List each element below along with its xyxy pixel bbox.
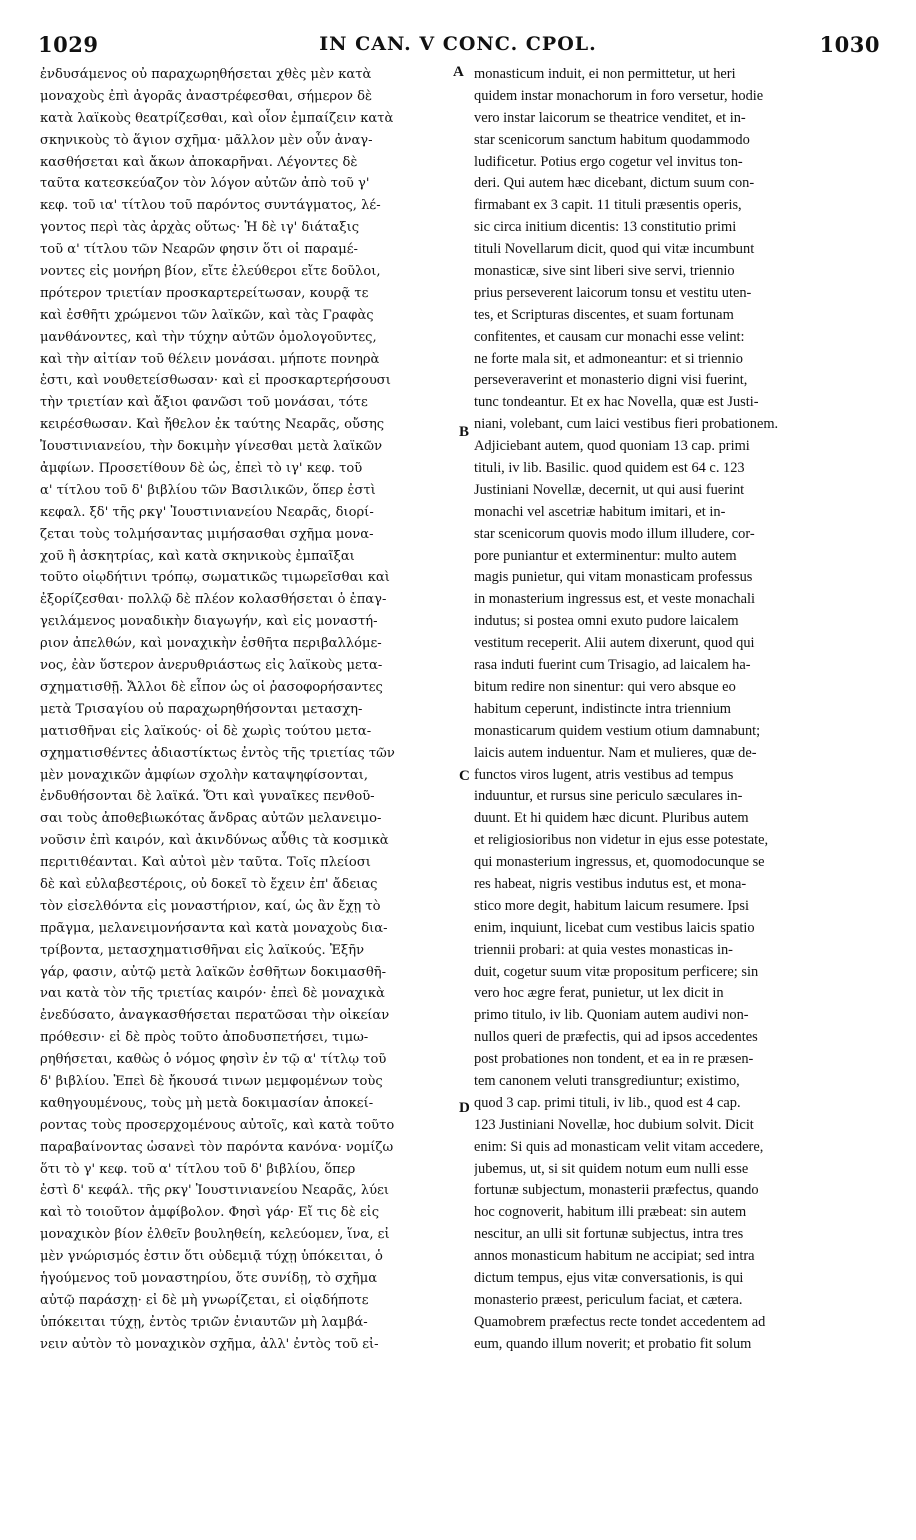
text-line: νοῦσιν ἐπὶ καιρόν, καὶ ἀκινδύνως αὖθις τὰ κοσμικὰ — [40, 833, 389, 849]
text-line: νος, ἐὰν ὕστερον ἀνερυθριάστως εἰς λαϊκοὺς μετα- — [40, 658, 383, 674]
text-line: ἐνδυθήσονται δὲ λαϊκά. Ὅτι καὶ γυναῖκες πενθοῦ- — [40, 789, 375, 805]
section-marker-a: A — [453, 64, 464, 80]
text-line: ἐστὶ δ' κεφάλ. τῆς ρκγ' Ἰουστινιανείου Νεαρᾶς, λύει — [40, 1183, 390, 1199]
text-line: χοῦ ἢ ἀσκητρίας, καὶ κατὰ σκηνικοὺς ἐμπαῖξαι — [40, 548, 355, 564]
text-line: eum, quando illum noverit; et probatio fit solum — [474, 1335, 752, 1352]
text-line: fortunæ subjectum, monasterii præfectus, quando — [474, 1182, 759, 1199]
text-line: habitum ceperunt, indistincte intra triennium — [474, 700, 731, 717]
text-line: τοῦ α' τίτλου τῶν Νεαρῶν φησιν ὅτι οἱ παραμέ- — [40, 242, 358, 258]
text-line: bitum redire non sinentur: qui vero absque eo — [474, 678, 736, 695]
text-line: πρᾶγμα, μελανειμονήσαντα καὶ κατὰ μοναχοὺς δια- — [40, 920, 388, 936]
text-line: quidem instar monachorum in foro versetur, hodie — [474, 87, 764, 104]
section-marker-b: B — [459, 424, 470, 440]
text-line: hoc cognoverit, habitum illi præbeat: sin autem — [474, 1204, 747, 1221]
text-line: περιτιθέανται. Καὶ αὐτοὶ μὲν ταῦτα. Τοῖς πλείοσι — [40, 855, 371, 871]
page-number-right: 1030 — [819, 32, 880, 57]
section-marker-d: D — [459, 1100, 470, 1116]
text-line: rasa induti fuerint cum Trisagio, ad laicalem ha- — [474, 657, 751, 674]
text-line: induuntur, et rursus sine periculo sæculares in- — [474, 788, 743, 805]
running-title: IN CAN. V CONC. CPOL. — [319, 33, 597, 55]
text-line: nescitur, an ulli sit fortunæ subjectus, intra tres — [474, 1226, 744, 1243]
text-line: stico more degit, habitum laicum resumere. Ipsi — [474, 897, 749, 914]
text-line: ἡγούμενος τοῦ μοναστηρίου, ὅτε συνίδῃ, τὸ σχῆμα — [40, 1270, 378, 1286]
text-line: γάρ, φασιν, αὐτῷ μετὰ λαϊκῶν ἐσθῆτων δοκιμασθῆ- — [40, 964, 386, 980]
text-line: ἐστι, καὶ νουθετείσθωσαν· καὶ εἰ προσκαρτερήσουσι — [40, 373, 391, 389]
text-line: duunt. Et hi quidem hæc dicunt. Pluribus autem — [474, 810, 749, 827]
text-line: μετὰ Τρισαγίου οὐ παραχωρηθήσονται μετασχη- — [40, 701, 363, 717]
text-line: κατὰ λαϊκοὺς θεατρίζεσθαι, καὶ οἷον ἐμπαίζειν κατὰ — [40, 110, 394, 126]
text-line: et religiosioribus non videtur in ejus esse potestate, — [474, 832, 769, 849]
text-line: confitentes, et causam cur monachi esse velint: — [474, 328, 745, 345]
text-line: καὶ τὴν αἰτίαν τοῦ θέλειν μονάσαι. μήποτε πονηρὰ — [40, 351, 380, 367]
text-line: monasticarum quidem vestium otium damnabunt; — [474, 722, 761, 739]
text-line: sic circa initium dicentis: 13 constitutio primi — [474, 219, 737, 236]
text-line: dictum tempus, ejus vitæ conversationis, is qui — [474, 1269, 744, 1286]
text-line: quod 3 cap. primi tituli, iv lib., quod est 4 cap. — [474, 1094, 741, 1111]
text-line: παραβαίνοντας ὡσανεὶ τὸν παρόντα κανόνα· νομίζω — [40, 1139, 394, 1155]
text-line: καὶ τὸ τοιοῦτον ἀμφίβολον. Φησὶ γάρ· Εἴ τις δὲ εἰς — [40, 1205, 380, 1221]
text-line: monasticum induit, ei non permittetur, ut heri — [474, 66, 736, 82]
text-line: γειλάμενος μοναδικὴν διαγωγήν, καὶ εἰς μοναστή- — [40, 614, 378, 630]
text-line: κεφαλ. ξδ' τῆς ρκγ' Ἰουστινιανείου Νεαρᾶς, διορί- — [40, 504, 374, 520]
text-line: Ἰουστινιανείου, τὴν δοκιμὴν γίνεσθαι μετὰ λαϊκῶν — [40, 439, 383, 455]
text-line: monasticæ, sive sint liberi sive servi, triennio — [474, 263, 735, 280]
text-line: ματισθῆναι εἰς λαϊκούς· οἱ δὲ χωρὶς τούτου μετα- — [40, 723, 372, 739]
text-line: νειν αὐτὸν τὸ μοναχικὸν σχῆμα, ἀλλ' ἐντὸς τοῦ εἰ- — [40, 1336, 379, 1352]
text-line: ριον ἀπελθών, καὶ μοναχικὴν ἐσθῆτα περιβαλλόμε- — [40, 636, 382, 652]
text-line: Quamobrem præfectus recte tondet accedentem ad — [474, 1313, 766, 1330]
text-line: γοντος περὶ τὰς ἀρχὰς οὕτως· Ἡ δὲ ιγ' διάταξις — [40, 220, 360, 236]
text-line: star scenicorum sanctum habitum quodammodo — [474, 131, 750, 148]
text-line: κασθήσεται καὶ ἄκων ἀποκαρῆναι. Λέγοντες δὲ — [40, 154, 358, 170]
text-line: tem canonem veluti transgrediuntur; existimo, — [474, 1072, 740, 1089]
text-line: σχηματισθῇ. Ἄλλοι δὲ εἶπον ὡς οἱ ῥασοφορήσαντες — [40, 679, 383, 695]
text-line: ἐξορίζεσθαι· πολλῷ δὲ πλέον κολασθήσεται ὁ ἐπαγ- — [40, 592, 387, 608]
text-line: prius perseverent laicorum tonsu et vestitu uten- — [474, 284, 752, 301]
text-line: 123 Justiniani Novellæ, hoc dubium solvit. Dicit — [474, 1116, 754, 1133]
text-line: ταῦτα κατεσκεύαζον τὸν λόγον αὐτῶν ἀπὸ τοῦ γ' — [40, 176, 370, 192]
text-line: Justiniani Novellæ, decernit, ut qui ausi fuerint — [474, 481, 745, 498]
text-line: σχηματισθέντες ἀδιαστίκτως ἐντὸς τῆς τριετίας τῶν — [40, 745, 395, 761]
text-line: vestitum receperit. Alii autem dixerunt, quod qui — [474, 635, 755, 652]
text-line: primo titulo, iv lib. Quoniam autem audivi non- — [474, 1007, 749, 1024]
text-line: ὑπόκειται τύχῃ, ἐντὸς τριῶν ἐνιαυτῶν μὴ λαμβά- — [40, 1314, 368, 1330]
text-line: ἐνδυσάμενος οὐ παραχωρηθήσεται χθὲς μὲν κατὰ — [40, 67, 372, 82]
text-line: ἀμφίων. Προσετίθουν δὲ ὡς, ἐπεὶ τὸ ιγ' κεφ. τοῦ — [40, 461, 363, 477]
text-line: μοναχοὺς ἐπὶ ἀγορᾶς ἀναστρέφεσθαι, σήμερον δὲ — [40, 88, 373, 104]
text-line: perseveraverint et monasterio digni visi fuerint, — [474, 372, 748, 389]
text-line: δ' βιβλίου. Ἐπεὶ δὲ ἤκουσά τινων μεμφομένων τοὺς — [40, 1073, 383, 1089]
text-line: μὲν μοναχικῶν ἀμφίων σχολὴν καταψηφίσονται, — [40, 767, 369, 783]
text-line: laicis autem induentur. Nam et mulieres, quæ de- — [474, 744, 757, 761]
text-line: magis punietur, qui vitam monasticam professus — [474, 569, 753, 586]
text-line: in monasterium ingressus est, et veste monachali — [474, 591, 755, 608]
text-line: pore puniantur et exterminentur: multo autem — [474, 547, 737, 564]
text-line: post probationes non tondent, et ea in re præsen- — [474, 1051, 754, 1068]
text-line: triennii probari: at quia vestes monasticas in- — [474, 941, 733, 958]
text-line: functos viros lugent, atris vestibus ad tempus — [474, 766, 734, 783]
text-line: deri. Qui autem hæc dicebant, dictum suum con- — [474, 175, 755, 192]
text-line: μανθάνοντες, καὶ τὴν τύχην αὐτῶν ὁμολογοῦντες, — [40, 329, 377, 345]
text-line: τρίβοντα, μετασχηματισθῆναι εἰς λαϊκούς. Ἐξῆν — [40, 942, 365, 958]
text-line: μοναχικὸν βίον ἐλθεῖν βουληθείη, κελεύομεν, ἵνα, εἰ — [40, 1227, 390, 1243]
text-line: tunc tondeantur. Et ex hac Novella, quæ est Justi- — [474, 394, 759, 411]
section-marker-c: C — [459, 768, 470, 784]
text-line: κεφ. τοῦ ια' τίτλου τοῦ παρόντος συντάγματος, λέ- — [40, 198, 381, 214]
text-line: ne forte mala sit, et admoneantur: et si triennio — [474, 350, 743, 367]
page-number-left: 1029 — [38, 32, 99, 57]
text-line: κειρέσθωσαν. Καὶ ἤθελον ἐκ ταύτης Νεαρᾶς, οὔσης — [40, 417, 385, 433]
text-line: πρότερον τριετίαν προσκαρτερείτωσαν, κουρᾷ τε — [40, 285, 369, 301]
text-line: vero instar laicorum se theatrice venditet, et in- — [474, 109, 746, 126]
text-line: tituli Novellarum dicit, quod qui vitæ incumbunt — [474, 241, 755, 258]
text-line: niani, volebant, cum laici vestibus fieri probationem. — [474, 416, 779, 433]
text-line: vero hoc ægre ferat, punietur, ut lex dicit in — [474, 985, 724, 1002]
text-line: ναι κατὰ τὸν τῆς τριετίας καιρόν· ἐπεὶ δὲ μοναχικὰ — [40, 986, 385, 1002]
text-line: ζεται τοὺς τολμήσαντας μιμήσασθαι σχῆμα μονα- — [40, 526, 374, 542]
text-line: enim, inquiunt, licebat cum vestibus laicis spatio — [474, 919, 755, 936]
text-line: νοντες εἰς μονήρη βίον, εἴτε ἐλεύθεροι εἴτε δοῦλοι, — [40, 264, 381, 280]
text-line: σαι τοὺς ἀποθεβιωκότας ἄνδρας αὐτῶν μελανειμο- — [40, 811, 382, 827]
text-line: μὲν γνώρισμός ἐστιν ὅτι οὐδεμιᾷ τύχῃ ὑπόκειται, ὁ — [40, 1249, 383, 1265]
text-line: star scenicorum quovis modo illum illudere, cor- — [474, 525, 755, 542]
text-line: ρηθήσεται, καθὼς ὁ νόμος φησὶν ἐν τῷ α' τίτλῳ τοῦ — [40, 1052, 387, 1068]
latin-column — [474, 64, 886, 1504]
text-line: tituli, iv lib. Basilic. quod quidem est 64 c. 123 — [474, 460, 745, 477]
text-line: α' τίτλου τοῦ δ' βιβλίου τῶν Βασιλικῶν, ὅπερ ἐστὶ — [40, 482, 376, 498]
text-line: tes, et Scripturas discentes, et suam fortunam — [474, 306, 734, 323]
text-line: res habeat, nigris vestibus indutus est, et mona- — [474, 875, 747, 892]
text-line: τὴν τριετίαν καὶ ἄξιοι φανῶσι τοῦ μονάσαι, τότε — [40, 395, 368, 411]
text-line: ὅτι τὸ γ' κεφ. τοῦ α' τίτλου τοῦ δ' βιβλίου, ὅπερ — [40, 1161, 356, 1177]
text-line: πρόθεσιν· εἰ δὲ πρὸς τοῦτο ἀποδυσπετήσει, τιμω- — [40, 1030, 369, 1046]
page-header — [0, 26, 916, 60]
text-line: καὶ ἐσθῆτι χρώμενοι τῶν λαϊκῶν, καὶ τὰς Γραφὰς — [40, 307, 374, 323]
text-line: nullos queri de præfectis, qui ad ipsos accedentes — [474, 1029, 758, 1046]
text-line: αὐτῷ παράσχῃ· εἰ δὲ μὴ γνωρίζεται, εἰ οἱᾳδήποτε — [40, 1292, 369, 1308]
text-line: σκηνικοὺς τὸ ἅγιον σχῆμα· μᾶλλον μὲν οὖν ἀναγ- — [40, 132, 373, 148]
text-line: τὸν εἰσελθόντα εἰς μοναστήριον, καί, ὡς ἂν ἔχῃ τὸ — [40, 898, 381, 914]
text-line: ροντας τοὺς προσερχομένους αὐτοῖς, καὶ κατὰ τοῦτο — [40, 1117, 395, 1133]
text-line: annos monasticum habitum ne accipiat; sed intra — [474, 1248, 755, 1265]
text-line: δὲ καὶ εὐλαβεστέροις, οὐ δοκεῖ τὸ ἔχειν ἐπ' ἄδειας — [40, 876, 378, 892]
text-line: monasterio præest, periculum faciat, et cætera. — [474, 1291, 743, 1308]
text-line: jubemus, ut, si sit quidem notum eum nulli esse — [474, 1160, 749, 1177]
text-line: enim: Si quis ad monasticam velit vitam accedere, — [474, 1138, 764, 1155]
text-line: Adjiciebant autem, quod quoniam 13 cap. primi — [474, 438, 750, 455]
greek-column — [40, 64, 458, 1504]
text-line: τοῦτο οἱῳδήτινι τρόπῳ, σωματικῶς τιμωρεῖσθαι καὶ — [40, 570, 390, 586]
text-line: monachi vel ascetriæ habitum imitari, et in- — [474, 503, 726, 520]
text-line: indutus; si postea omni exuto pudore laicalem — [474, 613, 739, 630]
text-line: firmabant ex 3 capit. 11 tituli præsentis operis, — [474, 197, 742, 214]
text-line: ἐνεδύσατο, ἀναγκασθήσεται περατῶσαι τὴν οἰκείαν — [40, 1008, 390, 1024]
text-line: qui monasterium ingressus, et, quomodocunque se — [474, 854, 765, 871]
text-line: ludificetur. Potius ergo cogetur vel invitus ton- — [474, 153, 743, 170]
text-line: duit, cogetur suum vitæ propositum perficere; sin — [474, 963, 759, 980]
text-line: καθηγουμένους, τοὺς μὴ μετὰ δοκιμασίαν ἀποκεί- — [40, 1095, 374, 1111]
